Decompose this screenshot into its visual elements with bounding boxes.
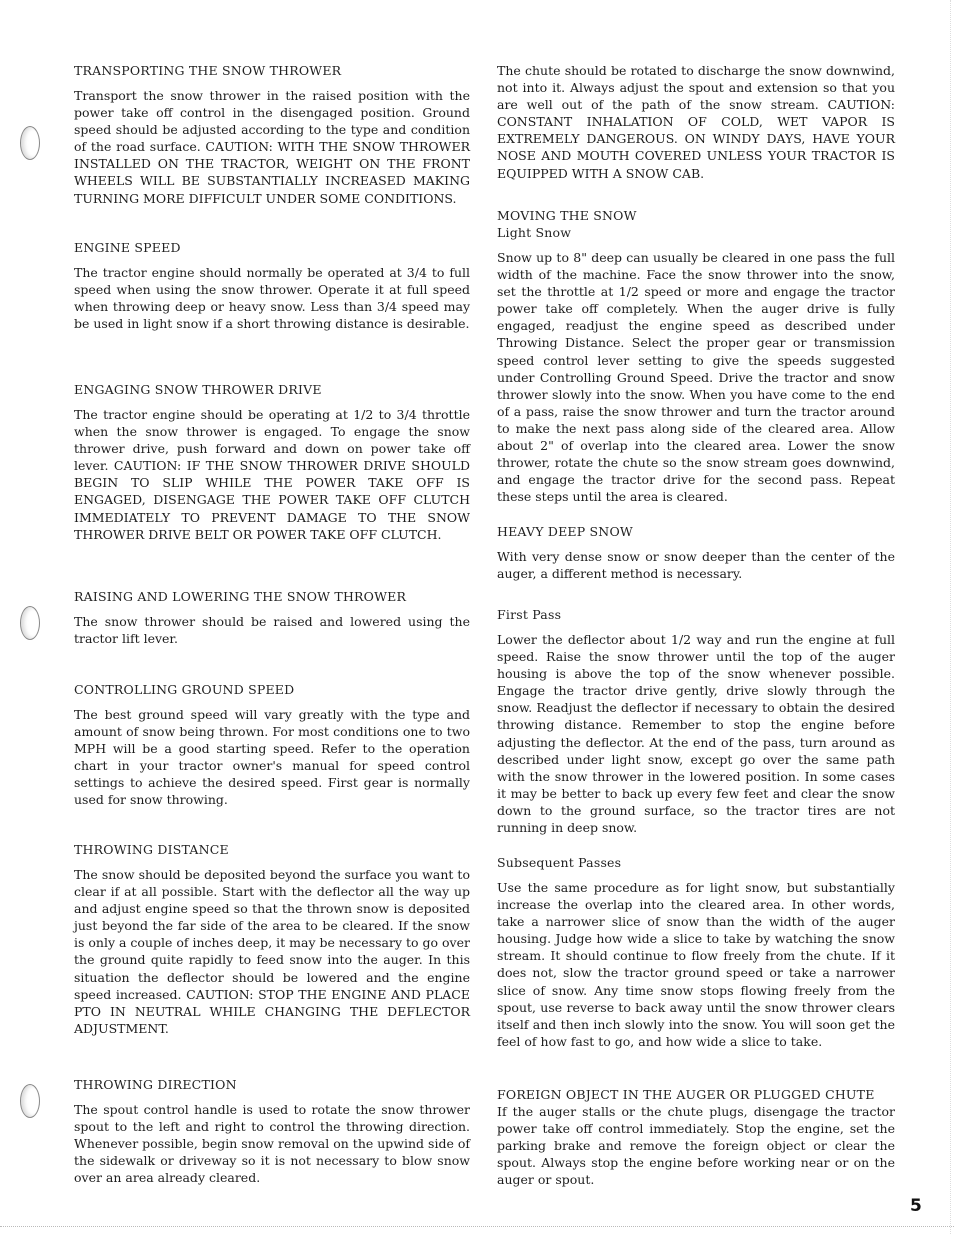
section-text: With very dense snow or snow deeper than the center of the auger, a different method is necessary. [497, 549, 895, 582]
section-heading: THROWING DIRECTION [74, 1077, 237, 1092]
bottom-edge-line [0, 1226, 954, 1227]
section-engine-speed [74, 239, 470, 332]
section-heading: TRANSPORTING THE SNOW THROWER [74, 63, 342, 78]
section-transporting [74, 62, 470, 207]
section-heavy-deep-snow [497, 523, 895, 582]
section-subheading: Light Snow [497, 225, 572, 240]
section-moving-snow [497, 207, 895, 505]
section-heading: MOVING THE SNOW [497, 208, 637, 223]
section-heading: FOREIGN OBJECT IN THE AUGER OR PLUGGED CHUTE [497, 1087, 875, 1102]
section-engaging-drive [74, 381, 470, 543]
section-heading: ENGINE SPEED [74, 240, 181, 255]
section-ground-speed [74, 681, 470, 809]
binder-hole-top [20, 126, 40, 160]
section-first-pass [497, 606, 895, 836]
section-heading: First Pass [497, 607, 562, 622]
section-text: Lower the deflector about 1/2 way and run the engine at full speed. Raise the snow thrower until the top of the auger housing is above the top of the snow whenever possible. Engage the tractor drive gently, drive slowly through the snow. Readjust the deflector if necessary to obtain the desired throwing distance. Remember to stop the engine before adjusting the deflector. At the end of the pass, turn around as described under light snow, except go over the same path with the snow thrower in the lowered position. In some cases it may be better to back up every few feet and clear the snow down to the ground surface, so the tractor tires are not running in deep snow. [497, 632, 895, 836]
section-text: The chute should be rotated to discharge the snow downwind, not into it. Always adjust the spout and extension so that you are well out of the path of the snow stream. CAUTION: CONSTANT INHALATION OF COLD, WET VAPOR IS EXTREMELY DANGEROUS. ON WINDY DAYS, HAVE YOUR NOSE AND MOUTH COVERED UNLESS YOUR TRACTOR IS EQUIPPED WITH A SNOW CAB. [497, 63, 895, 181]
section-text: Use the same procedure as for light snow, but substantially increase the overlap into the cleared area. In other words, take a narrower slice of snow than the width of the auger housing. Judge how wide a slice to take by watching the snow stream. It should continue to flow freely from the chute. If it does not, slow the tractor ground speed or take a narrower slice of snow. Any time snow stops flowing freely from the spout, use reverse to back away until the snow thrower clears itself and then inch slowly into the snow. You will soon get the feel of how fast to go, and how wide a slice to take. [497, 880, 895, 1049]
section-chute-rotation [497, 62, 895, 182]
section-text: Snow up to 8" deep can usually be cleared in one pass the full width of the machine. Face the snow thrower into the snow, set the throttle at 1/2 speed or more and engage the tractor power take off completely. When the auger drive is fully engaged, readjust the engine speed as described under Throwing Distance. Select the proper gear or transmission speed control lever setting to give the speeds suggested under Controlling Ground Speed. Drive the tractor and snow thrower slowly into the snow. When you have come to the end of a pass, raise the snow thrower and turn the tractor around to make the next pass along side of the cleared area. Allow about 2" of overlap into the cleared area. Lower the snow thrower, rotate the chute so the snow stream goes downwind, and engage the tractor drive for the second pass. Repeat these steps until the area is cleared. [497, 250, 895, 505]
section-text: Transport the snow thrower in the raised position with the power take off control in the disengaged position. Ground speed should be adjusted according to the type and condition of the road surface. CAUTION: WITH THE SNOW THROWER INSTALLED ON THE TRACTOR, WEIGHT ON THE FRONT WHEELS WILL BE SUBSTANTIALLY INCREASED MAKING TURNING MORE DIFFICULT UNDER SOME CONDITIONS. [74, 88, 470, 206]
section-heading: HEAVY DEEP SNOW [497, 524, 633, 539]
section-text: The snow thrower should be raised and lowered using the tractor lift lever. [74, 614, 470, 647]
section-foreign-object [497, 1086, 895, 1188]
right-edge-line [950, 0, 951, 1234]
section-heading: THROWING DISTANCE [74, 842, 229, 857]
section-text: The tractor engine should be operating at 1/2 to 3/4 throttle when the snow thrower is engaged. To engage the snow thrower drive, push forward and down on power take off lever. CAUTION: IF THE SNOW THROWER DRIVE SHOULD BEGIN TO SLIP WHILE THE POWER TAKE OFF IS ENGAGED, DISENGAGE THE POWER TAKE OFF CLUTCH IMMEDIATELY TO PREVENT DAMAGE TO THE SNOW THROWER DRIVE BELT OR POWER TAKE OFF CLUTCH. [74, 407, 470, 542]
binder-hole-bottom [20, 1084, 40, 1118]
section-throwing-distance [74, 841, 470, 1037]
section-text: The best ground speed will vary greatly with the type and amount of snow being thrown. For most conditions one to two MPH will be a good starting speed. Refer to the operation chart in your tractor owner's manual for speed control settings to achieve the desired speed. First gear is normally used for snow throwing. [74, 707, 470, 808]
section-heading: CONTROLLING GROUND SPEED [74, 682, 295, 697]
section-raising-lowering [74, 588, 470, 647]
section-heading: RAISING AND LOWERING THE SNOW THROWER [74, 589, 407, 604]
section-text: The tractor engine should normally be operated at 3/4 to full speed when using the snow thrower. Operate it at full speed when throwing deep or heavy snow. Less than 3/4 speed may be used in light snow if a short throwing distance is desirable. [74, 265, 470, 332]
section-text: If the auger stalls or the chute plugs, disengage the tractor power take off control immediately. Stop the engine, set the parking brake and remove the foreign object or clear the spout. Always stop the engine before working near or on the auger or spout. [497, 1104, 895, 1188]
section-text: The snow should be deposited beyond the surface you want to clear if at all possible. Start with the deflector all the way up and adjust engine speed so that the thrown snow is deposited just beyond the far side of the area to be cleared. If the snow is only a couple of inches deep, it may be necessary to go over the ground quite rapidly to feed snow into the auger. In this situation the deflector should be lowered and the engine speed increased. CAUTION: STOP THE ENGINE AND PLACE PTO IN NEUTRAL WHILE CHANGING THE DEFLECTOR ADJUSTMENT. [74, 867, 470, 1036]
section-heading: Subsequent Passes [497, 855, 622, 870]
section-throwing-direction [74, 1076, 470, 1186]
page-number: 5 [910, 1196, 922, 1216]
section-subsequent-passes [497, 854, 895, 1050]
binder-hole-middle [20, 606, 40, 640]
section-text: The spout control handle is used to rotate the snow thrower spout to the left and right to control the throwing direction. Whenever possible, begin snow removal on the upwind side of the sidewalk or driveway so it is not necessary to blow snow over an area already cleared. [74, 1102, 470, 1186]
section-heading: ENGAGING SNOW THROWER DRIVE [74, 382, 322, 397]
